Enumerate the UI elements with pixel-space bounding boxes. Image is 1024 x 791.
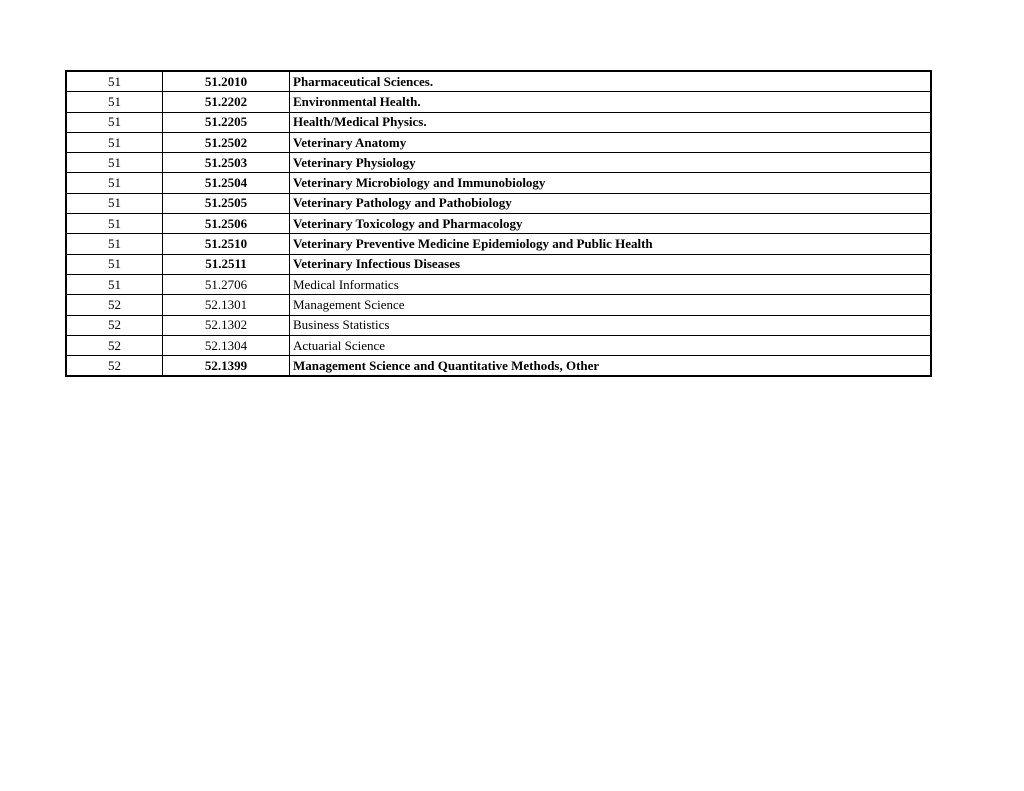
table-row	[66, 234, 931, 254]
series-cell: 52	[66, 335, 163, 355]
title-cell: Environmental Health.	[290, 92, 932, 112]
table-row	[66, 153, 931, 173]
table-row	[66, 92, 931, 112]
series-cell: 51	[66, 153, 163, 173]
code-cell: 51.2511	[163, 254, 290, 274]
table-row	[66, 193, 931, 213]
table-row	[66, 295, 931, 315]
series-cell: 51	[66, 193, 163, 213]
title-cell: Veterinary Pathology and Pathobiology	[290, 193, 932, 213]
title-cell: Health/Medical Physics.	[290, 112, 932, 132]
series-cell: 52	[66, 315, 163, 335]
code-cell: 51.2503	[163, 153, 290, 173]
series-cell: 52	[66, 356, 163, 377]
code-cell: 52.1399	[163, 356, 290, 377]
code-cell: 51.2504	[163, 173, 290, 193]
table-row	[66, 315, 931, 335]
code-cell: 51.2505	[163, 193, 290, 213]
title-cell: Veterinary Preventive Medicine Epidemiology and Public Health	[290, 234, 932, 254]
code-cell: 51.2010	[163, 71, 290, 92]
series-cell: 51	[66, 71, 163, 92]
title-cell: Veterinary Microbiology and Immunobiology	[290, 173, 932, 193]
series-cell: 52	[66, 295, 163, 315]
table-row	[66, 71, 931, 92]
code-cell: 51.2205	[163, 112, 290, 132]
title-cell: Business Statistics	[290, 315, 932, 335]
code-cell: 51.2706	[163, 274, 290, 294]
series-cell: 51	[66, 173, 163, 193]
title-cell: Veterinary Physiology	[290, 153, 932, 173]
title-cell: Veterinary Toxicology and Pharmacology	[290, 214, 932, 234]
code-cell: 52.1302	[163, 315, 290, 335]
series-cell: 51	[66, 234, 163, 254]
table-body	[66, 71, 931, 376]
code-cell: 51.2202	[163, 92, 290, 112]
code-cell: 52.1304	[163, 335, 290, 355]
title-cell: Veterinary Anatomy	[290, 132, 932, 152]
code-cell: 51.2506	[163, 214, 290, 234]
title-cell: Actuarial Science	[290, 335, 932, 355]
table-row	[66, 335, 931, 355]
title-cell: Veterinary Infectious Diseases	[290, 254, 932, 274]
title-cell: Medical Informatics	[290, 274, 932, 294]
series-cell: 51	[66, 92, 163, 112]
series-cell: 51	[66, 274, 163, 294]
code-cell: 51.2502	[163, 132, 290, 152]
table-row	[66, 254, 931, 274]
table-row	[66, 132, 931, 152]
program-codes-table	[65, 70, 932, 377]
table-row	[66, 112, 931, 132]
title-cell: Pharmaceutical Sciences.	[290, 71, 932, 92]
table-row	[66, 274, 931, 294]
title-cell: Management Science	[290, 295, 932, 315]
series-cell: 51	[66, 132, 163, 152]
table-row	[66, 356, 931, 377]
title-cell: Management Science and Quantitative Methods, Other	[290, 356, 932, 377]
code-cell: 52.1301	[163, 295, 290, 315]
series-cell: 51	[66, 254, 163, 274]
code-cell: 51.2510	[163, 234, 290, 254]
series-cell: 51	[66, 112, 163, 132]
table-row	[66, 173, 931, 193]
series-cell: 51	[66, 214, 163, 234]
table-row	[66, 214, 931, 234]
